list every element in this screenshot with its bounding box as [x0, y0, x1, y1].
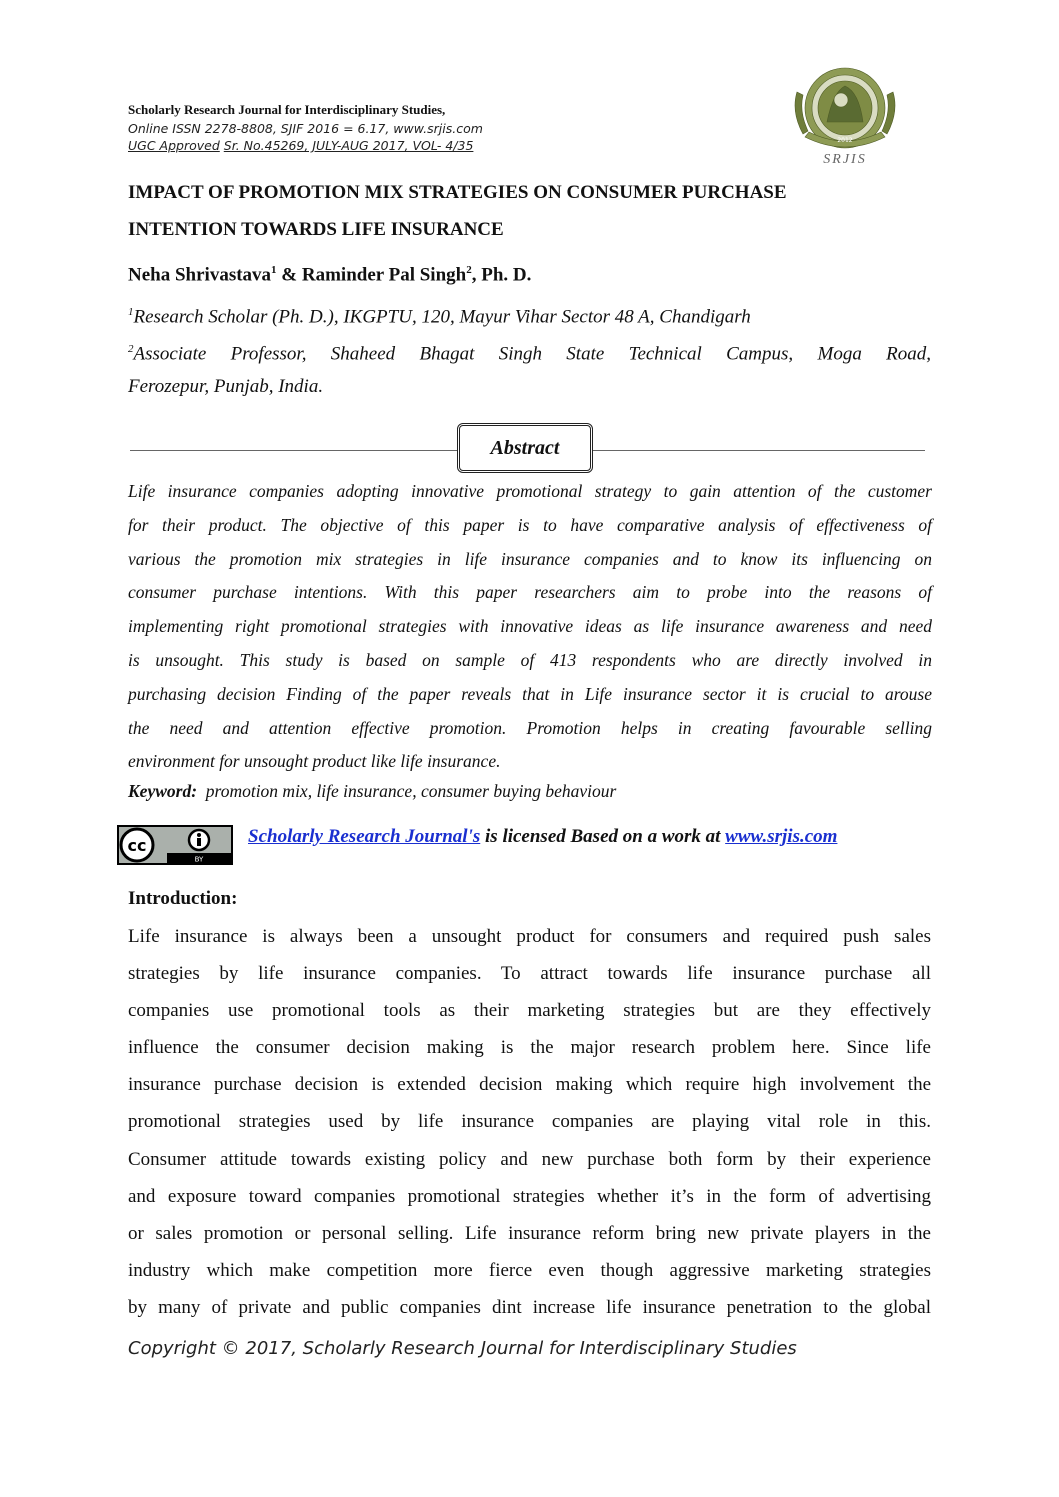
- authors: [128, 264, 531, 286]
- logo-text: SRJIS: [823, 152, 867, 167]
- license-middle-text: is licensed Based on a work at: [480, 826, 726, 847]
- intro-line: industry which make competition more fierce even though aggressive marketing strategies: [128, 1259, 931, 1281]
- abstract-heading: Abstract: [457, 423, 593, 473]
- ugc-serial: Sr. No.45269, JULY-AUG 2017, VOL- 4/35: [223, 138, 474, 153]
- affiliation-2-cont: Ferozepur, Punjab, India.: [128, 376, 324, 397]
- intro-line: Life insurance is always been a unsought product for consumers and required push sales: [128, 926, 931, 947]
- intro-line: companies use promotional tools as their marketing strategies but are they effectively: [128, 1000, 931, 1022]
- intro-line: promotional strategies used by life insurance companies are playing vital role in this.: [128, 1111, 931, 1133]
- intro-line: Consumer attitude towards existing policy and new purchase both form by their experience: [128, 1148, 931, 1170]
- author-suffix: , Ph. D.: [471, 264, 532, 286]
- logo-year: 2012: [837, 137, 853, 144]
- author-2: Raminder Pal Singh: [301, 264, 467, 286]
- ugc-approved-link[interactable]: UGC Approved: [128, 138, 220, 153]
- affiliation-1-text: Research Scholar (Ph. D.), IKGPTU, 120, Mayur Vihar Sector 48 A, Chandigarh: [133, 306, 751, 328]
- journal-name: Scholarly Research Journal for Interdisciplinary Studies,: [128, 102, 446, 117]
- affiliation-2-sup: 2: [128, 343, 134, 355]
- abstract-line: purchasing decision Finding of the paper reveals that in Life insurance sector it is crucial to arouse: [128, 683, 932, 704]
- paper-title-line-1: IMPACT OF PROMOTION MIX STRATEGIES ON CONSUMER PURCHASE: [128, 182, 787, 203]
- abstract-line: the need and attention effective promotion. Promotion helps in creating favourable selling: [128, 717, 932, 738]
- license-statement: [248, 826, 837, 848]
- cc-badge-text: cc: [127, 836, 147, 855]
- intro-line: influence the consumer decision making is the major research problem here. Since life: [128, 1037, 931, 1059]
- introduction-body: [128, 918, 931, 1326]
- copyright-footer: Copyright © 2017, Scholarly Research Journal for Interdisciplinary Studies: [128, 1338, 797, 1359]
- abstract-line: Life insurance companies adopting innovative promotional strategy to gain attention of the customer: [128, 481, 932, 501]
- intro-line: strategies by life insurance companies. To attract towards life insurance purchase all: [128, 963, 931, 985]
- keywords: [128, 781, 616, 802]
- paper-title: [128, 174, 928, 248]
- by-badge-text: BY: [194, 855, 204, 864]
- author-1-sup: 1: [271, 264, 277, 276]
- author-separator: &: [276, 264, 302, 286]
- abstract-line: consumer purchase intentions. With this paper researchers aim to probe into the reasons of: [128, 582, 932, 603]
- journal-link[interactable]: Scholarly Research Journal's: [248, 826, 481, 847]
- abstract-line: is unsought. This study is based on sample of 413 respondents who are directly involved in: [128, 649, 932, 670]
- affiliation-1-sup: 1: [128, 306, 134, 318]
- intro-line: and exposure toward companies promotional strategies whether it’s in the form of advertising: [128, 1185, 931, 1207]
- keyword-values: promotion mix, life insurance, consumer buying behaviour: [205, 781, 617, 801]
- keyword-label: Keyword:: [128, 781, 198, 801]
- intro-line: by many of private and public companies dint increase life insurance penetration to the global: [128, 1296, 931, 1318]
- journal-ugc-line: [128, 138, 473, 153]
- author-1: Neha Shrivastava: [128, 264, 272, 286]
- cc-by-license-icon[interactable]: [117, 825, 233, 865]
- paper-title-line-2: INTENTION TOWARDS LIFE INSURANCE: [128, 219, 504, 240]
- abstract-body: [128, 475, 932, 779]
- abstract-line: for their product. The objective of this paper is to have comparative analysis of effectiveness of: [128, 514, 932, 535]
- affiliation-1: [128, 294, 931, 335]
- srjis-seal-logo-icon: [775, 62, 915, 168]
- abstract-line: implementing right promotional strategies with innovative ideas as life insurance awareness and need: [128, 616, 932, 637]
- journal-issn-line: Online ISSN 2278-8808, SJIF 2016 = 6.17, www.srjis.com: [128, 121, 483, 136]
- intro-line: or sales promotion or personal selling. Life insurance reform bring new private players in the: [128, 1222, 931, 1244]
- intro-line: insurance purchase decision is extended decision making which require high involvement the: [128, 1074, 931, 1096]
- author-2-sup: 2: [466, 264, 472, 276]
- introduction-heading: Introduction:: [128, 888, 238, 909]
- abstract-line: various the promotion mix strategies in life insurance companies and to know its influencing on: [128, 548, 932, 569]
- affiliation-2-text: Associate Professor, Shaheed Bhagat Singh State Technical Campus, Moga Road,: [133, 343, 931, 365]
- affiliation-2: [128, 331, 931, 372]
- abstract-line: environment for unsought product like life insurance.: [128, 751, 501, 772]
- site-link[interactable]: www.srjis.com: [725, 826, 838, 847]
